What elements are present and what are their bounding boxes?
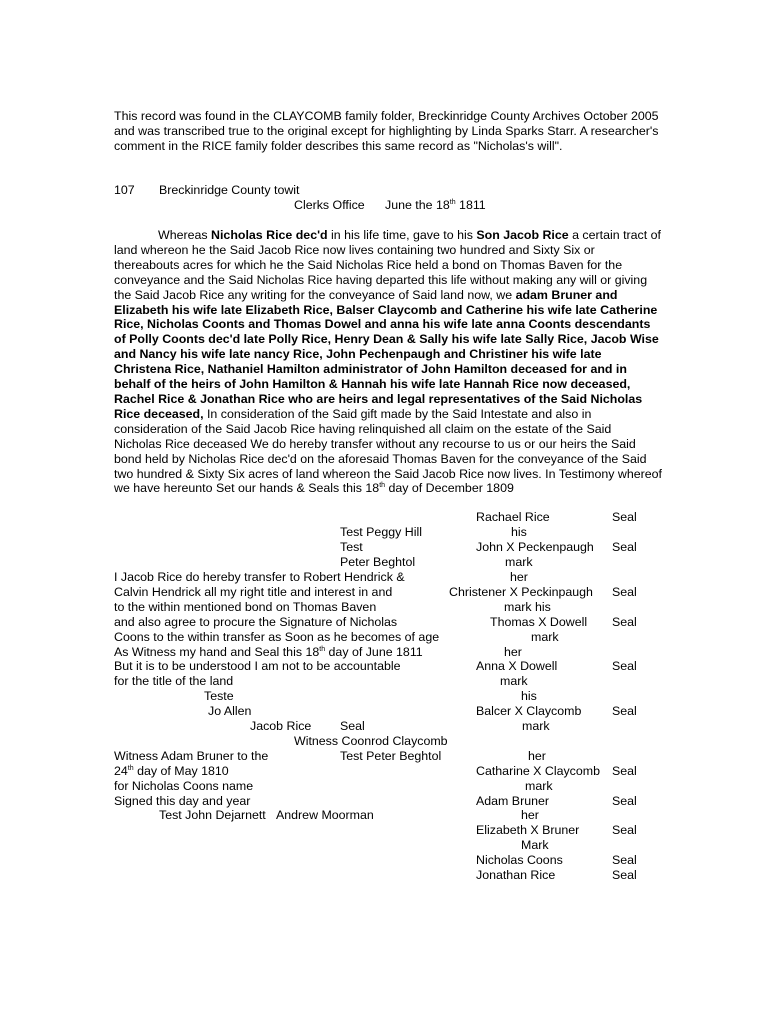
clerks-office: Clerks Office xyxy=(294,198,365,212)
seal-label: Seal xyxy=(612,704,637,718)
seal-label: Seal xyxy=(612,853,637,867)
witness-coonrod: Witness Coonrod Claycomb xyxy=(294,734,448,748)
sig-rachael: Rachael Rice xyxy=(476,510,550,524)
sig-mark: mark xyxy=(531,630,559,644)
witness-jo-allen: Jo Allen xyxy=(208,704,252,718)
witness-test: Test xyxy=(340,540,363,554)
witness-peter: Peter Beghtol xyxy=(340,555,416,569)
signer-jacob-rice: Jacob Rice xyxy=(250,719,312,733)
teste-label: Teste xyxy=(204,689,234,703)
transfer-line: Calvin Hendrick all my right title and interest in and xyxy=(114,585,393,599)
sig-john: John X Peckenpaugh xyxy=(476,540,594,554)
bold-nicholas: Nicholas Rice dec'd xyxy=(211,228,328,242)
transfer-line: and also agree to procure the Signature of Nicholas xyxy=(114,615,398,629)
record-number: 107 xyxy=(114,183,135,197)
sig-balcer: Balcer X Claycomb xyxy=(476,704,582,718)
seal-label: Seal xyxy=(612,615,637,629)
seal-label: Seal xyxy=(612,794,637,808)
witness-peter-beghtol: Test Peter Beghtol xyxy=(340,749,442,763)
sig-mark: Mark xyxy=(521,838,549,852)
sig-catharine: Catharine X Claycomb xyxy=(476,764,600,778)
bold-heirs-list: adam Bruner and Elizabeth his wife late Elizabeth Rice, Balser Claycomb and Catherine his wife late Catherine Rice, Nicholas Coonts and Thomas Dowel and anna his wife late anna Coonts descendants of Polly Coonts dec'd late Polly Rice, Henry Dean & Sally his wife late Sally Rice, Jacob Wise and Nancy his wife late nancy Rice, John Pechenpaugh and Christiner his wife late Christena Rice, Nathaniel Hamilton administrator of John Hamilton deceased for and in behalf of the heirs of John Hamilton & Hannah his wife late Hannah Rice now deceased, Rachel Rice & Jonathan Rice who are heirs and legal representatives of the Said Nicholas Rice deceased, xyxy=(114,287,659,421)
signed-line: Signed this day and year xyxy=(114,794,251,808)
sig-mark: mark xyxy=(525,779,553,793)
sig-her: her xyxy=(521,808,539,822)
sig-mark: mark xyxy=(500,674,528,688)
sig-adam: Adam Bruner xyxy=(476,794,550,808)
sig-jonathan: Jonathan Rice xyxy=(476,868,556,882)
transfer-line: Coons to the within transfer as Soon as he becomes of age xyxy=(114,630,440,644)
deed-body: Whereas Nicholas Rice dec'd in his life time, gave to his Son Jacob Rice a certain tract of land whereon he the Said Jacob Rice now lives containing two hundred and Sixty Six or thereabouts acres for which he the Said Nicholas Rice held a bond on Thomas Baven for the conveyance and the Said Nicholas Rice having departed this life without making any will or giving the Said Jacob Rice any writing for the conveyance of Said land now, we adam Bruner and Elizabeth his wife late Elizabeth Rice, Balser Claycomb and Catherine his wife late Catherine Rice, Nicholas Coonts and Thomas Dowel and anna his wife late anna Coonts descendants of Polly Coonts dec'd late Polly Rice, Henry Dean & Sally his wife late Sally Rice, Jacob Wise and Nancy his wife late nancy Rice, John Pechenpaugh and Christiner his wife late Christena Rice, Nathaniel Hamilton administrator of John Hamilton deceased for and in behalf of the heirs of John Hamilton & Hannah his wife late Hannah Rice now deceased, Rachel Rice & Jonathan Rice who are heirs and legal representatives of the Said Nicholas Rice deceased, In consideration of the Said gift made by the Said Intestate and also in consideration of the Said Jacob Rice having relinquished all claim on the estate of the Said Nicholas Rice deceased We do hereby transfer without any recourse to us or our heirs the Said bond held by Nicholas Rice dec'd on the aforesaid Thomas Baven for the conveyance of the Said two hundred & Sixty Six acres of land whereon the Said Jacob Rice now lives. In Testimony whereof we have hereunto Set our hands & Seals this 18th day of December 1809 xyxy=(114,228,662,496)
seal-label: Seal xyxy=(612,868,637,882)
seal-label: Seal xyxy=(612,510,637,524)
transfer-line: to the within mentioned bond on Thomas Baven xyxy=(114,600,377,614)
seal-label: Seal xyxy=(612,585,637,599)
witness-adam-bruner: Witness Adam Bruner to the xyxy=(114,749,269,763)
sig-nicholas: Nicholas Coons xyxy=(476,853,563,867)
transfer-line: for the title of the land xyxy=(114,674,234,688)
sig-her: her xyxy=(528,749,546,763)
sig-elizabeth: Elizabeth X Bruner xyxy=(476,823,580,837)
sig-mark-his: mark his xyxy=(504,600,551,614)
nicholas-coons-line: for Nicholas Coons name xyxy=(114,779,254,793)
county-heading: Breckinridge County towit xyxy=(159,183,300,197)
witness-john-dejarnett: Test John Dejarnett xyxy=(159,808,266,822)
seal-label: Seal xyxy=(612,540,637,554)
sig-his: his xyxy=(511,525,527,539)
sig-thomas: Thomas X Dowell xyxy=(490,615,588,629)
bold-son-jacob: Son Jacob Rice xyxy=(476,228,569,242)
sig-mark: mark xyxy=(522,719,550,733)
date-line: 24th day of May 1810 xyxy=(114,764,229,778)
sig-his: his xyxy=(521,689,537,703)
record-date: June the 18th 1811 xyxy=(385,198,486,212)
sig-christener: Christener X Peckinpaugh xyxy=(449,585,593,599)
witness-peggy: Test Peggy Hill xyxy=(340,525,422,539)
transfer-line: But it is to be understood I am not to be accountable xyxy=(114,659,401,673)
seal-label: Seal xyxy=(340,719,365,733)
intro-paragraph: This record was found in the CLAYCOMB family folder, Breckinridge County Archives October 2005 and was transcribed true to the original except for highlighting by Linda Sparks Starr. A researcher's comment in the RICE family folder describes this same record as "Nicholas's will". xyxy=(114,109,659,153)
sig-anna: Anna X Dowell xyxy=(476,659,558,673)
seal-label: Seal xyxy=(612,823,637,837)
seal-label: Seal xyxy=(612,764,637,778)
transfer-line: As Witness my hand and Seal this 18th day of June 1811 xyxy=(114,645,423,659)
transfer-line: I Jacob Rice do hereby transfer to Robert Hendrick & xyxy=(114,570,405,584)
sig-her: her xyxy=(510,570,528,584)
sig-her: her xyxy=(504,645,522,659)
sig-mark: mark xyxy=(505,555,533,569)
seal-label: Seal xyxy=(612,659,637,673)
witness-andrew-moorman: Andrew Moorman xyxy=(276,808,374,822)
